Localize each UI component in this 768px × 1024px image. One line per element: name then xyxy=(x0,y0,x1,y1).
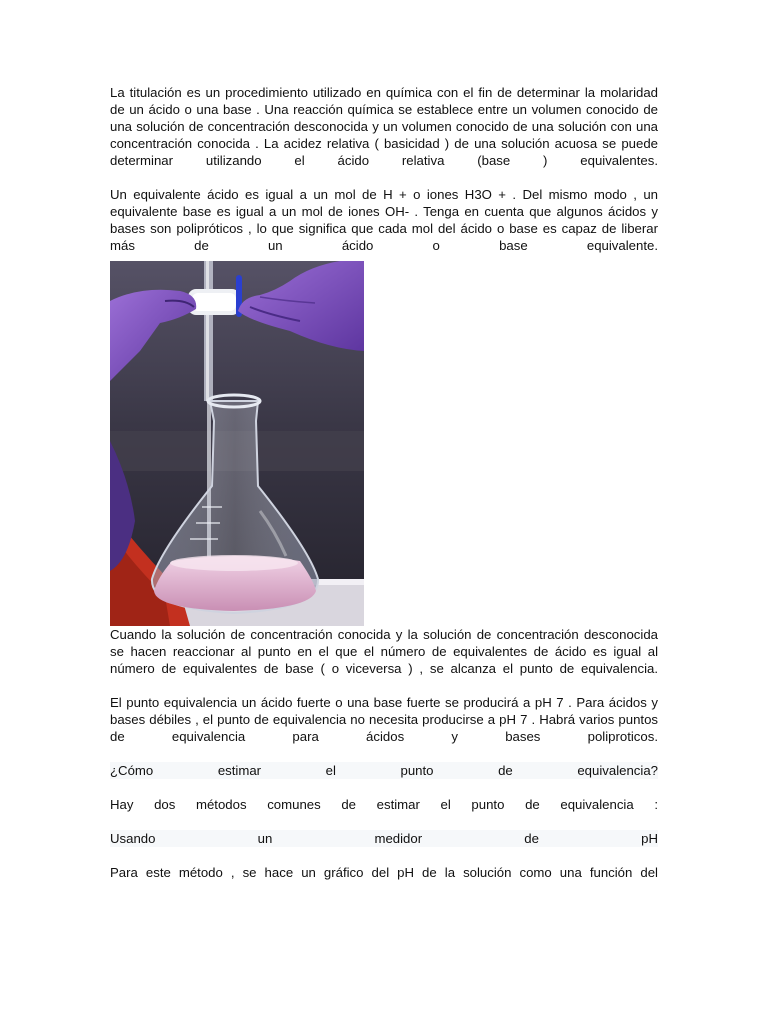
paragraph-titration-intro: La titulación es un procedimiento utilizado en química con el fin de determinar la molaridad de un ácido o una base . Una reacción química se establece entre un volumen conocido de una solución de concentración desconocida y un volumen conocido de una solución con una concentración conocida . La acidez relativa ( basicidad ) de una solución acuosa se puede determinar utilizando el ácido relativa (base ) equivalentes. xyxy=(110,85,658,168)
paragraph-equivalence-point: Cuando la solución de concentración conocida y la solución de concentración desconocida se hacen reaccionar al punto en el que el número de equivalentes de ácido es igual al número de equivalentes de base ( o viceversa ) , se alcanza el punto de equivalencia. xyxy=(110,627,658,676)
titration-photo xyxy=(110,261,364,626)
heading-ph-meter: Usando un medidor de pH xyxy=(110,831,658,846)
titration-illustration xyxy=(110,261,364,626)
document-body xyxy=(110,84,658,881)
paragraph-ph-method: Para este método , se hace un gráfico del pH de la solución como una función del xyxy=(110,865,658,880)
paragraph-two-methods: Hay dos métodos comunes de estimar el punto de equivalencia : xyxy=(110,797,658,812)
paragraph-equivalents: Un equivalente ácido es igual a un mol de H + o iones H3O + . Del mismo modo , un equivalente base es igual a un mol de iones OH- . Tenga en cuenta que algunos ácidos y bases son polipróticos , lo que significa que cada mol del ácido o base es capaz de liberar más de un ácido o base equivalente. xyxy=(110,187,658,253)
paragraph-strong-weak: El punto equivalencia un ácido fuerte o una base fuerte se producirá a pH 7 . Para ácidos y bases débiles , el punto de equivalencia no necesita producirse a pH 7 . Habrá varios puntos de equivalencia para ácidos y bases poliproticos. xyxy=(110,695,658,744)
heading-estimate-question: ¿Cómo estimar el punto de equivalencia? xyxy=(110,763,658,778)
